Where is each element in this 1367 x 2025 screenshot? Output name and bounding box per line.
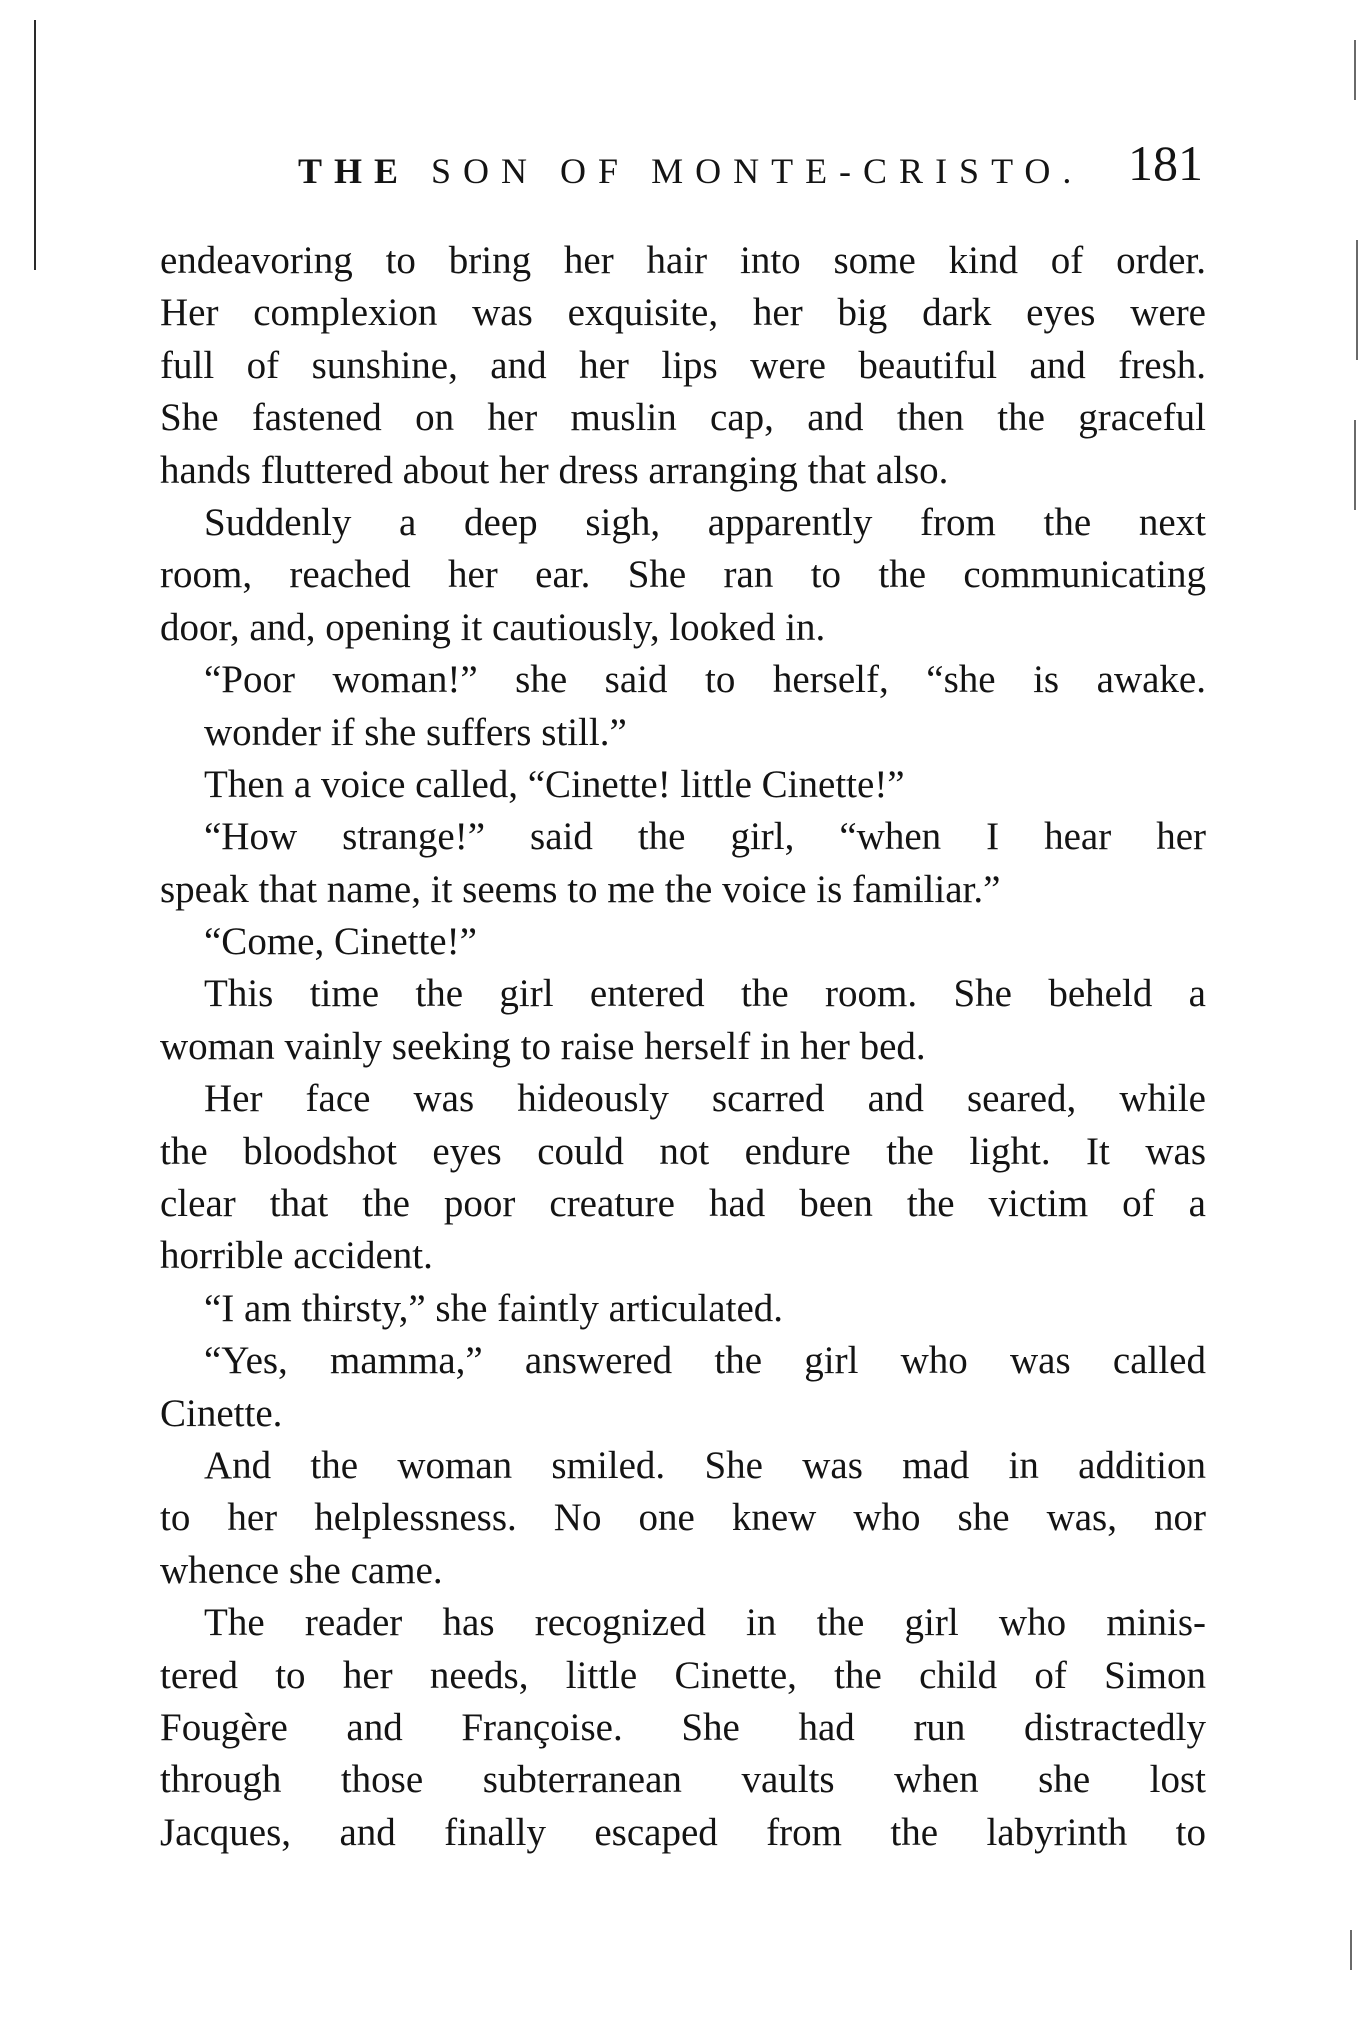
text-line: full of sunshine, and her lips were beautiful and fresh.	[160, 343, 1206, 387]
running-title-rest: SON OF MONTE-CRISTO.	[431, 151, 1084, 191]
running-header	[160, 132, 1210, 202]
text-line: Jacques, and finally escaped from the labyrinth to	[160, 1810, 1206, 1854]
text-line: “I am thirsty,” she faintly articulated.	[204, 1286, 784, 1330]
text-line: Cinette.	[160, 1391, 283, 1435]
text-line: “Poor woman!” she said to herself, “she is awake.	[204, 658, 1206, 702]
edge-mark	[1354, 40, 1356, 100]
text-line: endeavoring to bring her hair into some kind of order.	[160, 239, 1206, 282]
text-line: This time the girl entered the room. She beheld a	[204, 972, 1206, 1016]
text-line: Her complexion was exquisite, her big dark eyes were	[160, 291, 1206, 335]
text-line: clear that the poor creature had been the victim of a	[160, 1182, 1206, 1226]
text-line: Suddenly a deep sigh, apparently from the next	[204, 500, 1206, 544]
text-line: door, and, opening it cautiously, looked in.	[160, 605, 826, 649]
text-line: room, reached her ear. She ran to the communicating	[160, 553, 1206, 597]
text-line: tered to her needs, little Cinette, the child of Simon	[160, 1653, 1206, 1697]
text-line: Fougère and Françoise. She had run distractedly	[160, 1705, 1206, 1749]
text-line: horrible accident.	[160, 1234, 433, 1278]
text-line: to her helplessness. No one knew who she was, nor	[160, 1496, 1206, 1540]
edge-mark	[1354, 420, 1356, 510]
text-line: Her face was hideously scarred and seared, while	[204, 1077, 1206, 1121]
running-title	[298, 150, 1083, 192]
edge-mark	[1356, 240, 1358, 360]
text-line: the bloodshot eyes could not endure the light. It was	[160, 1129, 1206, 1173]
edge-mark	[1350, 1930, 1352, 1970]
text-line: She fastened on her muslin cap, and then the graceful	[160, 396, 1206, 440]
text-line: “How strange!” said the girl, “when I hear her	[204, 815, 1206, 859]
text-line: Then a voice called, “Cinette! little Cinette!”	[204, 762, 905, 806]
margin-rule	[34, 20, 36, 270]
text-line: “Yes, mamma,” answered the girl who was called	[204, 1339, 1206, 1383]
text-line: “Come, Cinette!”	[204, 920, 477, 964]
text-line: The reader has recognized in the girl who minis-	[204, 1601, 1206, 1645]
page-number: 181	[1128, 135, 1203, 191]
text-line: speak that name, it seems to me the voice is familiar.”	[160, 867, 1001, 911]
running-title-lead: THE	[298, 151, 411, 191]
body-text	[160, 235, 1206, 1859]
text-line: hands fluttered about her dress arranging that also.	[160, 448, 949, 492]
text-line: woman vainly seeking to raise herself in her bed.	[160, 1024, 926, 1068]
text-line: whence she came.	[160, 1548, 443, 1592]
text-line: through those subterranean vaults when she lost	[160, 1758, 1206, 1802]
text-line: wonder if she suffers still.”	[204, 710, 627, 754]
text-line: And the woman smiled. She was mad in addition	[204, 1443, 1206, 1487]
